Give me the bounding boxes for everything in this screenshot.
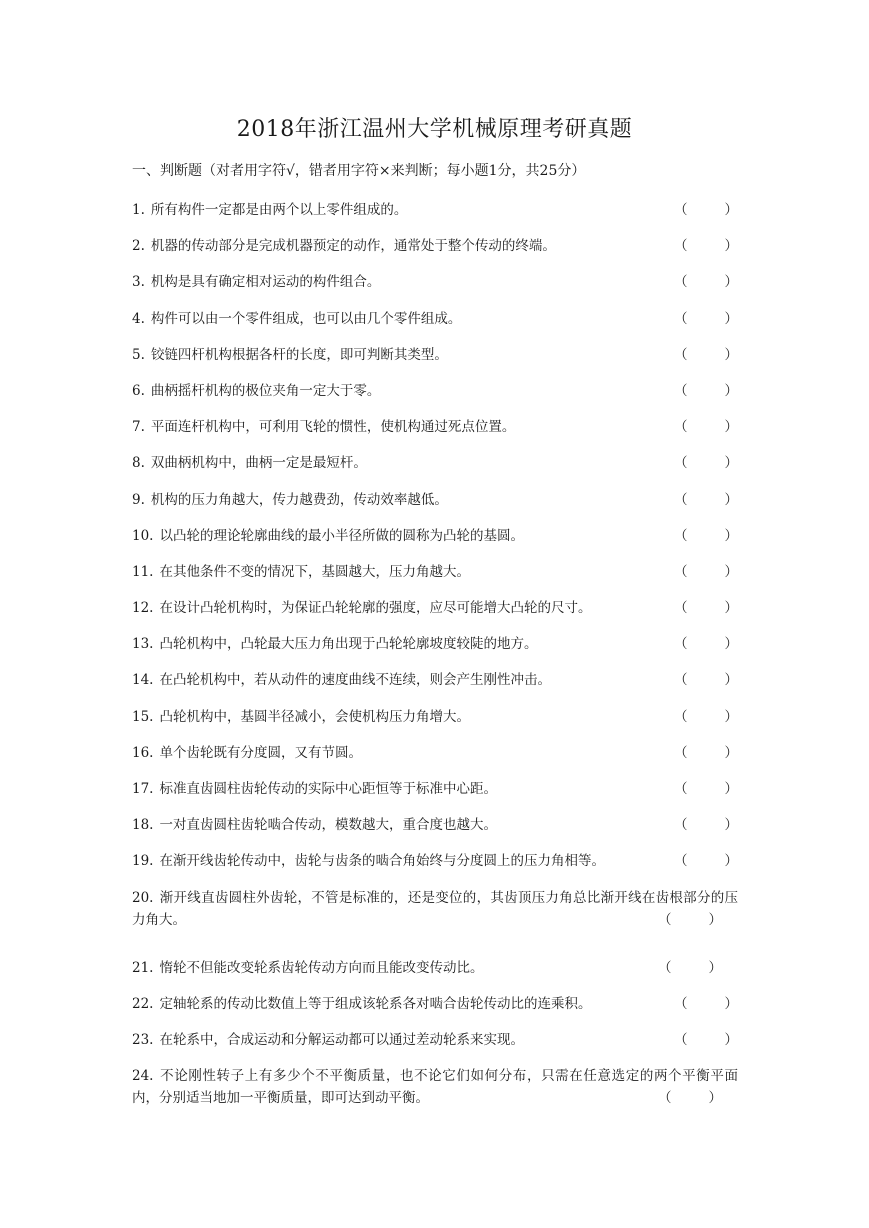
question-text <box>132 1065 738 1109</box>
question-item <box>132 489 738 525</box>
paren-open: （ <box>674 310 688 327</box>
question-text <box>132 817 497 833</box>
question-number: 14. <box>132 672 154 689</box>
question-item <box>132 416 738 452</box>
paren-close: ） <box>708 911 722 928</box>
question-body: 定轴轮系的传动比数值上等于组成该轮系各对啮合齿轮传动比的连乘积。 <box>159 995 592 1012</box>
question-body: 单个齿轮既有分度圆，又有节圆。 <box>159 744 362 761</box>
question-number: 10. <box>132 527 154 544</box>
question-body: 凸轮机构中，基圆半径减小，会使机构压力角增大。 <box>159 708 470 725</box>
paren-open: （ <box>674 238 688 255</box>
answer-blank[interactable] <box>674 344 738 366</box>
paren-close: ） <box>724 708 738 725</box>
question-number: 7. <box>132 419 145 436</box>
paren-close: ） <box>724 1031 738 1048</box>
paren-close: ） <box>724 636 738 653</box>
question-item <box>132 633 738 669</box>
answer-blank[interactable] <box>674 561 738 583</box>
paren-close: ） <box>724 672 738 689</box>
answer-blank[interactable] <box>674 814 738 836</box>
question-number: 8. <box>132 455 145 472</box>
question-item <box>132 235 738 271</box>
question-body: 构件可以由一个零件组成，也可以由几个零件组成。 <box>150 310 462 327</box>
question-number: 20. <box>132 889 154 906</box>
paren-close: ） <box>724 274 738 291</box>
question-text <box>132 636 537 652</box>
question-text <box>132 455 367 471</box>
question-item <box>132 957 738 993</box>
question-body: 双曲柄机构中，曲柄一定是最短杆。 <box>150 455 367 472</box>
question-item <box>132 778 738 814</box>
question-number: 1. <box>132 202 145 218</box>
question-number: 4. <box>132 310 145 327</box>
question-item <box>132 993 738 1029</box>
answer-blank[interactable] <box>674 778 738 800</box>
question-text <box>132 347 448 363</box>
paren-open: （ <box>674 744 688 761</box>
question-number: 6. <box>132 382 145 399</box>
question-text <box>132 1032 524 1048</box>
paren-open: （ <box>674 274 688 291</box>
paren-close: ） <box>724 781 738 797</box>
paren-open: （ <box>674 853 688 870</box>
question-text <box>132 781 497 797</box>
question-text <box>132 311 461 327</box>
question-body: 曲柄摇杆机构的极位夹角一定大于零。 <box>150 382 381 399</box>
answer-blank[interactable] <box>674 1029 738 1051</box>
answer-blank[interactable] <box>674 993 738 1015</box>
question-item <box>132 199 738 235</box>
question-body: 标准直齿圆柱齿轮传动的实际中心距恒等于标准中心距。 <box>159 781 497 797</box>
answer-blank[interactable] <box>674 199 738 221</box>
question-item <box>132 308 738 344</box>
question-item <box>132 380 738 416</box>
paren-close: ） <box>724 346 738 363</box>
answer-blank[interactable] <box>674 742 738 764</box>
paren-open: （ <box>674 995 688 1012</box>
question-body: 在轮系中，合成运动和分解运动都可以通过差动轮系来实现。 <box>159 1031 524 1048</box>
answer-blank[interactable] <box>674 380 738 402</box>
question-item <box>132 669 738 705</box>
paren-open: （ <box>674 382 688 399</box>
question-text <box>132 745 362 761</box>
question-item <box>132 271 738 307</box>
paren-open: （ <box>674 672 688 689</box>
question-number: 15. <box>132 708 154 725</box>
question-item <box>132 706 738 742</box>
question-body: 机器的传动部分是完成机器预定的动作，通常处于整个传动的终端。 <box>150 238 556 255</box>
paren-open: （ <box>674 346 688 363</box>
question-number: 12. <box>132 600 154 617</box>
question-body: 机构是具有确定相对运动的构件组合。 <box>150 274 381 291</box>
question-text <box>132 238 556 254</box>
paren-close: ） <box>724 419 738 436</box>
paren-close: ） <box>724 995 738 1012</box>
paren-open: （ <box>674 817 688 834</box>
paren-close: ） <box>724 202 738 218</box>
paren-close: ） <box>724 817 738 834</box>
question-body: 平面连杆机构中，可利用飞轮的惯性，使机构通过死点位置。 <box>150 419 516 436</box>
question-item <box>132 452 738 488</box>
paren-close: ） <box>724 455 738 472</box>
paren-open: （ <box>674 636 688 653</box>
question-body: 不论刚性转子上有多少个不平衡质量，也不论它们如何分布，只需在任意选定的两个平衡平面内，分别适当地加一平衡质量，即可达到动平衡。 <box>132 1068 738 1107</box>
paren-open: （ <box>674 708 688 725</box>
question-text <box>132 274 380 290</box>
question-item <box>132 1065 738 1135</box>
question-text <box>132 853 605 869</box>
paren-open: （ <box>658 1090 672 1107</box>
question-number: 19. <box>132 853 154 870</box>
question-list <box>132 199 738 1135</box>
paren-close: ） <box>724 853 738 870</box>
question-number: 24. <box>132 1068 154 1085</box>
answer-blank[interactable] <box>658 909 722 931</box>
paren-close: ） <box>724 238 738 255</box>
question-body: 在其他条件不变的情况下，基圆越大，压力角越大。 <box>159 563 470 580</box>
question-body: 铰链四杆机构根据各杆的长度，即可判断其类型。 <box>150 346 448 363</box>
question-body: 一对直齿圆柱齿轮啮合传动，模数越大，重合度也越大。 <box>159 817 497 834</box>
question-text <box>132 202 407 218</box>
question-text <box>132 996 591 1012</box>
paren-open: （ <box>674 781 688 797</box>
question-number: 13. <box>132 636 154 653</box>
paren-close: ） <box>708 959 722 976</box>
paren-close: ） <box>724 527 738 544</box>
question-body: 在凸轮机构中，若从动件的速度曲线不连续，则会产生刚性冲击。 <box>159 672 551 689</box>
paren-open: （ <box>658 911 672 928</box>
question-number: 22. <box>132 995 154 1012</box>
question-number: 5. <box>132 346 145 363</box>
answer-blank[interactable] <box>674 489 738 511</box>
question-item <box>132 344 738 380</box>
question-number: 21. <box>132 959 154 976</box>
question-number: 11. <box>132 563 154 580</box>
question-item <box>132 850 738 886</box>
question-body: 凸轮机构中，凸轮最大压力角出现于凸轮轮廓坡度较陡的地方。 <box>159 636 538 653</box>
paren-close: ） <box>708 1090 722 1107</box>
question-text <box>132 528 524 544</box>
paren-open: （ <box>674 563 688 580</box>
paren-open: （ <box>674 600 688 617</box>
question-body: 在渐开线齿轮传动中，齿轮与齿条的啮合角始终与分度圆上的压力角相等。 <box>159 853 605 870</box>
answer-blank[interactable] <box>658 1087 722 1109</box>
answer-blank[interactable] <box>674 525 738 547</box>
question-number: 2. <box>132 238 145 255</box>
page-title: 2018年浙江温州大学机械原理考研真题 <box>236 117 633 142</box>
paren-close: ） <box>724 563 738 580</box>
question-text <box>132 709 470 725</box>
paren-open: （ <box>674 1031 688 1048</box>
answer-blank[interactable] <box>674 452 738 474</box>
paren-open: （ <box>674 527 688 544</box>
question-number: 17. <box>132 781 154 797</box>
question-text <box>132 419 515 435</box>
paren-open: （ <box>658 959 672 976</box>
answer-blank[interactable] <box>674 706 738 728</box>
question-item <box>132 561 738 597</box>
answer-blank[interactable] <box>674 633 738 655</box>
question-body: 在设计凸轮机构时，为保证凸轮轮廓的强度，应尽可能增大凸轮的尺寸。 <box>159 600 592 617</box>
paren-close: ） <box>724 382 738 399</box>
question-item <box>132 1029 738 1065</box>
question-text <box>132 960 483 976</box>
question-text <box>132 672 551 688</box>
question-item <box>132 525 738 561</box>
paren-close: ） <box>724 491 738 508</box>
answer-blank[interactable] <box>674 416 738 438</box>
question-number: 16. <box>132 744 154 761</box>
answer-blank[interactable] <box>674 669 738 691</box>
question-body: 惰轮不但能改变轮系齿轮传动方向而且能改变传动比。 <box>159 959 484 976</box>
answer-blank[interactable] <box>658 957 722 979</box>
question-item <box>132 597 738 633</box>
paren-close: ） <box>724 744 738 761</box>
answer-blank[interactable] <box>674 271 738 293</box>
paren-open: （ <box>674 202 688 218</box>
paren-open: （ <box>674 455 688 472</box>
question-body: 渐开线直齿圆柱外齿轮，不管是标准的，还是变位的，其齿顶压力角总比渐开线在齿根部分的压力角大。 <box>132 889 738 928</box>
question-text <box>132 887 738 931</box>
question-text <box>132 383 380 399</box>
section-heading: 一、判断题（对者用字符√，错者用字符×来判断；每小题1分，共25分） <box>132 163 586 179</box>
paren-close: ） <box>724 600 738 617</box>
question-number: 23. <box>132 1031 154 1048</box>
question-body: 机构的压力角越大，传力越费劲，传动效率越低。 <box>150 491 448 508</box>
paren-open: （ <box>674 491 688 508</box>
question-item <box>132 887 738 957</box>
question-body: 以凸轮的理论轮廓曲线的最小半径所做的圆称为凸轮的基圆。 <box>159 527 524 544</box>
question-number: 18. <box>132 817 154 834</box>
answer-blank[interactable] <box>674 235 738 257</box>
question-item <box>132 742 738 778</box>
answer-blank[interactable] <box>674 597 738 619</box>
question-number: 3. <box>132 274 145 291</box>
question-text <box>132 564 470 580</box>
question-number: 9. <box>132 491 145 508</box>
paren-open: （ <box>674 419 688 436</box>
answer-blank[interactable] <box>674 308 738 330</box>
question-body: 所有构件一定都是由两个以上零件组成的。 <box>150 202 408 218</box>
question-item <box>132 814 738 850</box>
question-text <box>132 600 591 616</box>
answer-blank[interactable] <box>674 850 738 872</box>
question-text <box>132 492 448 508</box>
paren-close: ） <box>724 310 738 327</box>
